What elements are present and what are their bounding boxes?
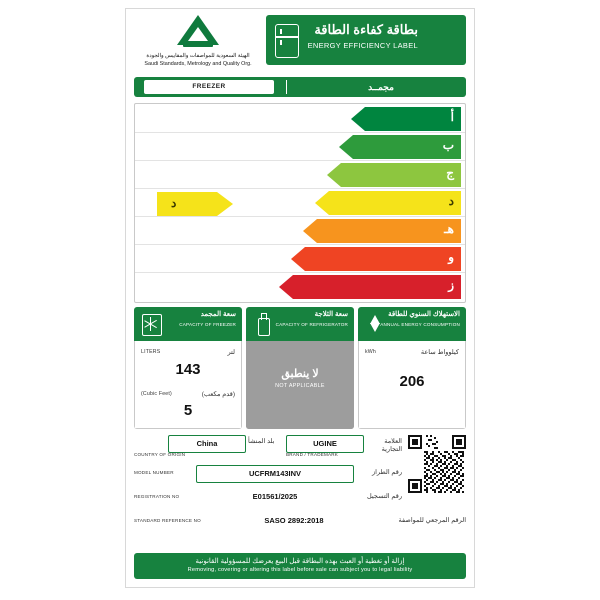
box-title-en: CAPACITY OF FREEZER	[179, 322, 236, 327]
snowflake-icon	[140, 312, 162, 336]
grade-arrow-g	[279, 275, 461, 299]
energy-efficiency-label	[125, 8, 475, 588]
appliance-type-bar	[134, 77, 466, 97]
grade-label-c: ج	[446, 166, 454, 180]
country-value: China	[168, 435, 246, 453]
unit-cubicfeet-ar: (قدم مكعب)	[201, 391, 235, 398]
unit-liters-en: LITERS	[141, 349, 161, 355]
label-title-en: ENERGY EFFICIENCY LABEL	[307, 41, 418, 50]
registration-label-en: REGISTRATION NO	[134, 494, 180, 499]
title-banner	[266, 15, 466, 65]
box-body	[134, 341, 242, 429]
bottle-icon	[252, 312, 274, 336]
box-title-ar: سعة الثلاجة	[314, 311, 348, 318]
legal-footer	[134, 553, 466, 579]
grade-row	[135, 219, 465, 245]
saso-org-block	[134, 15, 262, 68]
box-freezer-capacity	[134, 307, 242, 429]
grade-arrow-b	[339, 135, 461, 159]
brand-label-en: BRAND / TRADEMARK	[286, 452, 339, 457]
not-applicable-en: NOT APPLICABLE	[275, 383, 325, 389]
metrics-boxes	[134, 307, 466, 429]
country-brand-row	[134, 435, 402, 457]
box-header	[358, 307, 466, 341]
product-info	[134, 435, 466, 557]
registration-row	[134, 489, 402, 509]
grade-arrow-a	[351, 107, 461, 131]
grade-row	[135, 275, 465, 301]
grade-label-b: ب	[442, 138, 454, 152]
footer-text-ar: إزالة أو تغطية أو العبث بهذه البطاقة قبل البيع يعرضك للمسؤولية القانونية	[195, 558, 405, 565]
grade-arrow-d	[315, 191, 461, 215]
grade-row	[135, 163, 465, 189]
grade-row	[135, 135, 465, 161]
qr-code	[408, 435, 466, 493]
standard-value: SASO 2892:2018	[214, 513, 374, 529]
grade-label-a: أ	[450, 110, 454, 124]
selected-grade-label: د	[171, 196, 177, 210]
label-header	[126, 9, 474, 71]
label-title-ar: بطاقة كفاءة الطاقة	[314, 22, 418, 37]
footer-text-en: Removing, covering or altering this label before sale can subject you to legal liability	[187, 567, 413, 573]
efficiency-scale	[134, 103, 466, 303]
model-label-en: MODEL NUMBER	[134, 470, 174, 475]
freezer-capacity-cubicfeet: 5	[183, 402, 193, 419]
country-label-ar: بلد المنشأ	[248, 438, 275, 445]
grade-arrow-c	[327, 163, 461, 187]
not-applicable-ar: لا ينطبق	[281, 368, 319, 380]
brand-label-ar: العلامة التجارية	[381, 438, 402, 453]
grade-row	[135, 107, 465, 133]
box-title-en: CAPACITY OF REFRIGERATOR	[275, 322, 348, 327]
standard-label-en: STANDARD REFERENCE NO	[134, 518, 201, 523]
standard-row	[134, 513, 466, 533]
grade-arrow-f	[291, 247, 461, 271]
registration-label-ar: رقم التسجيل	[366, 493, 402, 500]
appliance-type-ar: مجمــد	[306, 80, 456, 94]
grade-row	[135, 247, 465, 273]
model-row	[134, 465, 402, 485]
box-title-en: ANNUAL ENERGY CONSUMPTION	[380, 322, 460, 327]
box-header	[246, 307, 354, 341]
model-label-ar: رقم الطراز	[371, 469, 402, 476]
grade-label-g: ز	[448, 278, 454, 292]
unit-cubicfeet-en: (Cubic Feet)	[141, 391, 172, 397]
unit-liters-ar: لتر	[227, 349, 235, 356]
box-body	[358, 341, 466, 429]
box-annual-energy	[358, 307, 466, 429]
type-divider	[286, 80, 287, 94]
standard-label-ar: الرقم المرجعي للمواصفة	[398, 517, 466, 524]
unit-kwh-en: kWh	[365, 349, 376, 355]
annual-energy-value: 206	[399, 373, 425, 390]
brand-value: UGINE	[286, 435, 364, 453]
model-value: UCFRM143INV	[196, 465, 354, 483]
box-title-ar: سعة المجمد	[200, 311, 236, 318]
appliance-type-en: FREEZER	[144, 80, 274, 94]
grade-arrow-e	[303, 219, 461, 243]
grade-label-f: و	[448, 250, 454, 264]
registration-value: E01561/2025	[196, 489, 354, 505]
box-refrigerator-capacity	[246, 307, 354, 429]
grade-label-d: د	[448, 194, 454, 208]
box-body	[246, 341, 354, 429]
unit-kwh-ar: كيلوواط ساعة	[420, 349, 459, 356]
org-name-ar: الهيئة السعودية للمواصفات والمقاييس والجودة	[146, 53, 250, 59]
box-header	[134, 307, 242, 341]
grade-label-e: هـ	[444, 222, 454, 236]
country-label-en: COUNTRY OF ORIGIN	[134, 452, 186, 457]
selected-grade-marker	[157, 192, 233, 216]
freezer-capacity-liters: 143	[175, 361, 201, 378]
box-title-ar: الاستهلاك السنوي للطاقة	[388, 311, 460, 318]
org-name-en: Saudi Standards, Metrology and Quality Org.	[144, 60, 252, 67]
grade-row-selected	[135, 191, 465, 217]
saso-logo-icon	[177, 15, 219, 51]
